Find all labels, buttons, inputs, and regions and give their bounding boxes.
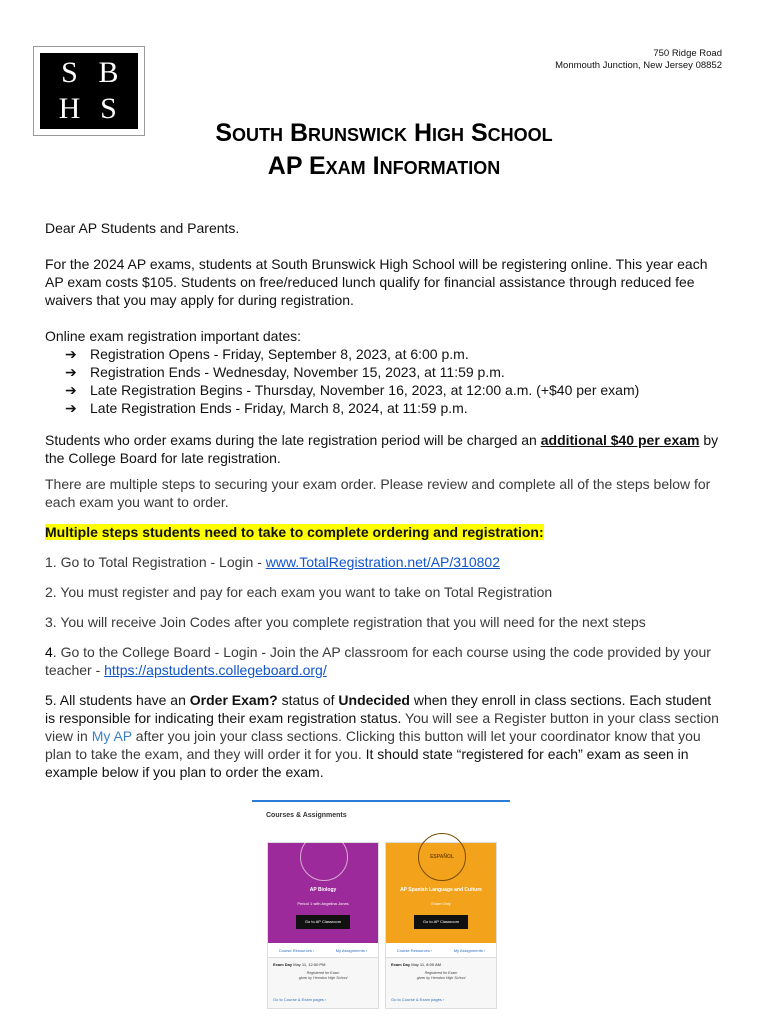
step-3: 3. You will receive Join Codes after you complete registration that you will need for the next steps bbox=[45, 614, 646, 630]
list-item: ➔ Late Registration Ends - Friday, March 8, 2024, at 11:59 p.m. bbox=[65, 400, 468, 416]
late-fee-paragraph: Students who order exams during the late registration period will be charged an additional $40 per exam by the College Board for late registration. bbox=[45, 432, 719, 466]
arrow-icon: ➔ bbox=[65, 382, 77, 398]
school-address: 750 Ridge Road Monmouth Junction, New Jersey 08852 bbox=[555, 48, 722, 71]
espanol-emblem-icon: ESPAÑOL bbox=[418, 833, 466, 881]
logo-letter: H bbox=[58, 92, 81, 125]
step-4: 4. Go to the College Board - Login - Join the AP classroom for each course using the code provided by your teacher - https://apstudents.collegeboard.org/ bbox=[45, 644, 711, 678]
greeting: Dear AP Students and Parents. bbox=[45, 220, 240, 236]
courses-heading: Courses & Assignments bbox=[266, 812, 347, 819]
example-screenshot bbox=[252, 800, 510, 1012]
course-card-spanish: ESPAÑOL AP Spanish Language and Culture Exam Only Go to AP Classroom Course Resources › My Assignments › Exam Day May 11, 8:00 AM Registered for Exam given by Herndon High School Go to Course & Exam pages › bbox=[385, 842, 497, 1009]
document-title: South Brunswick High School AP Exam Information bbox=[215, 119, 553, 180]
step-5: 5. All students have an Order Exam? status of Undecided when they enroll in class sections. Each student is responsible for indicating their exam registration status. You will see a Register button in your class section view in My AP after you join your class sections. Clicking this button will let your coordinator know that you plan to take the exam, and they will order it for you. It should state “registered for each” exam as seen in example below if you plan to order the exam. bbox=[45, 692, 719, 780]
collegeboard-link[interactable]: https://apstudents.collegeboard.org/ bbox=[104, 662, 327, 678]
course-card-biology: AP Biology Period 1 with Angelina Jones Go to AP Classroom Course Resources › My Assignments › Exam Day May 11, 12:00 PM Registered for Exam given by Herndon High School Go to Course & Exam pages › bbox=[267, 842, 379, 1009]
intro-paragraph: For the 2024 AP exams, students at South Brunswick High School will be registering online. This year each AP exam costs $105. Students on free/reduced lunch qualify for financial assistance through reduced fee waivers that you may apply for during registration. bbox=[45, 256, 708, 308]
course-exam-pages-link[interactable]: Go to Course & Exam pages › bbox=[273, 997, 327, 1002]
course-resources-link[interactable]: Course Resources › bbox=[396, 947, 433, 953]
my-assignments-link[interactable]: My Assignments › bbox=[335, 947, 368, 953]
step-2: 2. You must register and pay for each exam you want to take on Total Registration bbox=[45, 584, 553, 600]
steps-intro: There are multiple steps to securing your exam order. Please review and complete all of the steps below for each exam you want to order. bbox=[45, 476, 711, 510]
arrow-icon: ➔ bbox=[65, 346, 77, 362]
course-exam-pages-link[interactable]: Go to Course & Exam pages › bbox=[391, 997, 445, 1002]
step-1: 1. Go to Total Registration - Login - www.TotalRegistration.net/AP/310802 bbox=[45, 554, 500, 570]
my-assignments-link[interactable]: My Assignments › bbox=[453, 947, 486, 953]
arrow-icon: ➔ bbox=[65, 400, 77, 416]
dates-list bbox=[45, 345, 723, 417]
biology-emblem-icon bbox=[300, 833, 348, 881]
go-to-classroom-button[interactable]: Go to AP Classroom bbox=[296, 915, 350, 929]
list-item: ➔ Registration Ends - Wednesday, November 15, 2023, at 11:59 p.m. bbox=[65, 364, 505, 380]
dates-heading: Online exam registration important dates: bbox=[45, 328, 302, 344]
steps-heading: Multiple steps students need to take to complete ordering and registration: bbox=[45, 524, 544, 540]
total-registration-link[interactable]: www.TotalRegistration.net/AP/310802 bbox=[265, 554, 500, 570]
list-item: ➔ Registration Opens - Friday, September 8, 2023, at 6:00 p.m. bbox=[65, 346, 469, 362]
letter-body bbox=[45, 219, 723, 781]
list-item: ➔ Late Registration Begins - Thursday, November 16, 2023, at 12:00 a.m. (+$40 per exam) bbox=[65, 382, 640, 398]
go-to-classroom-button[interactable]: Go to AP Classroom bbox=[414, 915, 468, 929]
logo-letter: S bbox=[100, 92, 117, 125]
logo-letter: S bbox=[61, 56, 78, 89]
course-resources-link[interactable]: Course Resources › bbox=[278, 947, 315, 953]
logo-letter: B bbox=[98, 56, 119, 89]
arrow-icon: ➔ bbox=[65, 364, 77, 380]
